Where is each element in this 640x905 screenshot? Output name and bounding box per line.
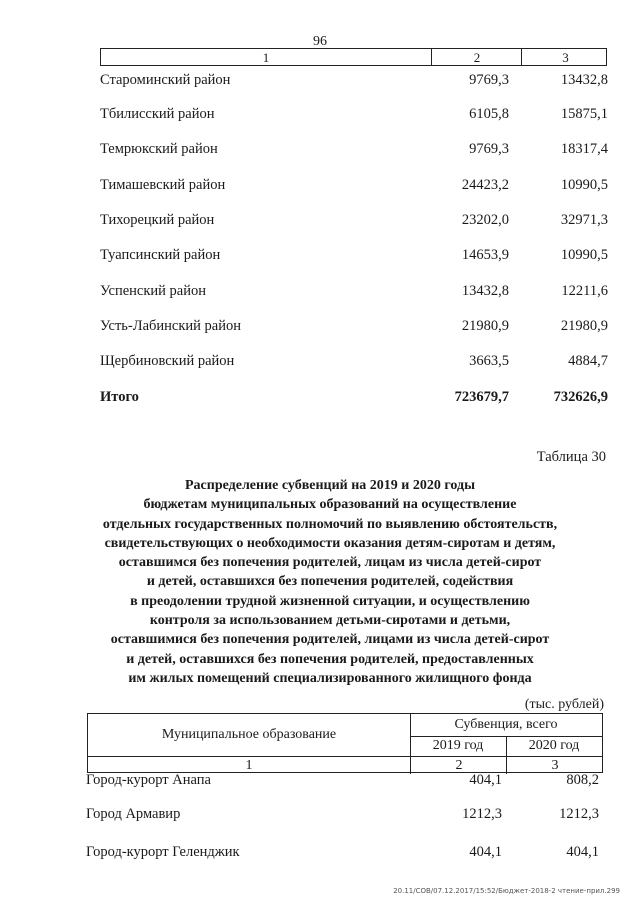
title-line: отдельных государственных полномочий по выявлению обстоятельств, — [102, 516, 558, 532]
value-2019: 3663,5 — [469, 353, 509, 369]
table-row — [100, 106, 612, 126]
table-row — [100, 283, 612, 303]
value-2020: 18317,4 — [560, 141, 608, 157]
title-line: свидетельствующих о необходимости оказания детям-сиротам и детям, — [104, 535, 556, 551]
title-line: Распределение субвенций на 2019 и 2020 годы — [185, 478, 475, 493]
value-2019: 9769,3 — [469, 72, 509, 88]
table1-col-3: 3 — [521, 49, 609, 65]
value-2020: 808,2 — [566, 772, 599, 788]
col-number-1: 1 — [245, 758, 253, 773]
municipality-name: Город Армавир — [86, 806, 181, 822]
value-2020: 32971,3 — [560, 212, 608, 228]
table-row — [100, 141, 612, 161]
value-2020: 10990,5 — [560, 247, 608, 263]
district-name: Тихорецкий район — [100, 212, 215, 228]
value-2019: 24423,2 — [461, 177, 509, 193]
col-number-2: 2 — [410, 757, 507, 774]
value-2020: 15875,1 — [560, 106, 608, 122]
district-name: Успенский район — [100, 283, 206, 299]
table-row — [86, 772, 602, 792]
table-title — [60, 476, 600, 688]
col-year-2020: 2020 год — [528, 738, 580, 753]
title-line: оставшимися без попечения родителей, лицами из числа детей-сирот — [110, 632, 550, 648]
col-municipality: Муниципальное образование — [88, 714, 411, 756]
table-row — [86, 844, 602, 864]
title-line: контроля за использованием детьми-сиротами и детьми, — [149, 613, 511, 629]
table2-header — [87, 713, 603, 773]
total-2019: 723679,7 — [454, 389, 509, 405]
page-number: 96 — [313, 34, 327, 49]
district-name: Тимашевский район — [100, 177, 226, 193]
value-2019: 21980,9 — [461, 318, 509, 334]
title-line: в преодолении трудной жизненной ситуации, и осуществлению — [130, 593, 530, 609]
col-number-3: 3 — [506, 757, 603, 774]
district-name: Темрюкский район — [100, 141, 218, 157]
value-2019: 23202,0 — [461, 212, 509, 228]
municipality-name: Город-курорт Геленджик — [86, 844, 240, 860]
district-name: Щербиновский район — [100, 353, 235, 369]
value-2019: 1212,3 — [462, 806, 502, 822]
value-2019: 14653,9 — [461, 247, 509, 263]
unit-label: (тыс. рублей) — [524, 697, 604, 712]
value-2019: 404,1 — [469, 772, 502, 788]
total-label: Итого — [100, 389, 139, 405]
col-subvention: Субвенция, всего — [410, 714, 602, 737]
table-row — [100, 212, 612, 232]
title-line: бюджетам муниципальных образований на осуществление — [143, 497, 517, 513]
table1-total-row — [100, 389, 612, 409]
table1-col-2: 2 — [431, 49, 522, 65]
table1-col-1: 1 — [262, 50, 270, 65]
title-line: им жилых помещений специализированного жилищного фонда — [128, 670, 532, 686]
district-name: Туапсинский район — [100, 247, 221, 263]
table-row — [100, 177, 612, 197]
value-2020: 21980,9 — [560, 318, 608, 334]
value-2019: 9769,3 — [469, 141, 509, 157]
value-2020: 12211,6 — [561, 283, 608, 299]
footer-stamp: 20.11/СОВ/07.12.2017/15:52/Бюджет-2018-2 чтение-прил.299 — [393, 887, 620, 895]
district-name: Староминский район — [100, 72, 231, 88]
col-year-2019: 2019 год — [410, 736, 507, 756]
table-caption: Таблица 30 — [536, 449, 606, 465]
district-name: Усть-Лабинский район — [100, 318, 241, 334]
table-row — [100, 318, 612, 338]
municipality-name: Город-курорт Анапа — [86, 772, 211, 788]
title-line: и детей, оставшихся без попечения родителей, предоставленных — [126, 651, 534, 667]
total-2020: 732626,9 — [553, 389, 608, 405]
value-2020: 1212,3 — [559, 806, 599, 822]
title-line: и детей, оставшихся без попечения родителей, содействия — [146, 574, 514, 590]
value-2020: 10990,5 — [560, 177, 608, 193]
district-name: Тбилисский район — [100, 106, 215, 122]
table-row — [100, 353, 612, 373]
table-row — [100, 247, 612, 267]
value-2020: 4884,7 — [568, 353, 608, 369]
table-row — [86, 806, 602, 826]
table1-header — [100, 48, 607, 66]
value-2019: 6105,8 — [469, 106, 509, 122]
value-2020: 13432,8 — [560, 72, 608, 88]
table-row — [100, 72, 612, 92]
value-2019: 404,1 — [469, 844, 502, 860]
value-2019: 13432,8 — [461, 283, 509, 299]
value-2020: 404,1 — [566, 844, 599, 860]
title-line: оставшимся без попечения родителей, лицам из числа детей-сирот — [118, 555, 542, 571]
